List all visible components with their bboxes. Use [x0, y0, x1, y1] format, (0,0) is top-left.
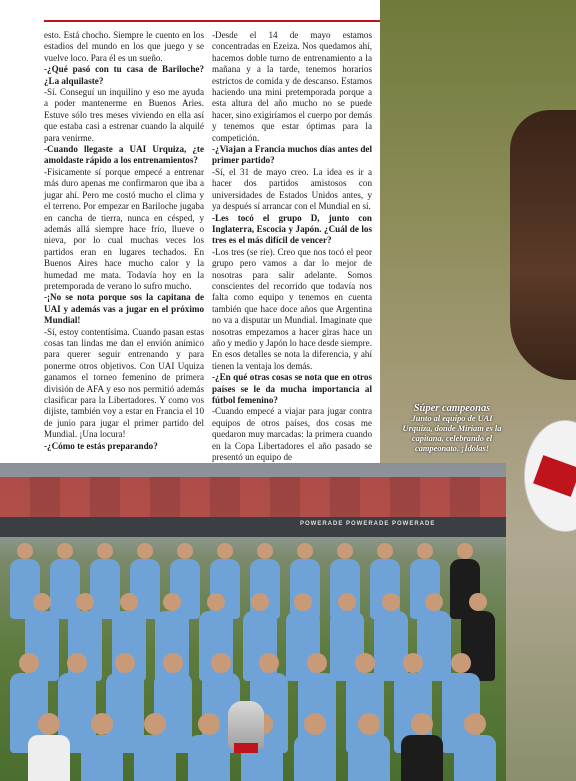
player-head	[17, 543, 33, 559]
player-figure	[10, 559, 40, 619]
player-figure	[294, 735, 336, 781]
caption-body: Junto al equipo de UAI Urquiza, donde Miriam es la capitana, celebrando el campeonato. ¡Ídolas!	[402, 414, 502, 453]
player-head	[358, 713, 380, 735]
player-head	[469, 593, 487, 611]
interview-question: -¿Viajan a Francia muchos días antes del primer partido?	[212, 144, 372, 166]
player-head	[417, 543, 433, 559]
player-head	[251, 593, 269, 611]
player-figure	[348, 735, 390, 781]
player-head	[97, 543, 113, 559]
team-celebration-photo	[0, 463, 506, 781]
interview-answer: -Desde el 14 de mayo estamos concentradas en Ezeiza. Nos quedamos ahí, hacemos doble turno de entrenamiento a la mañana y a la tarde, tenemos horarios estrictos de comida y de descanso. Estamos haciendo una mini pretemporada porque a esta altura del año mucho no se puede hacer, sino exigiríamos el cuerpo por demás y tenemos que estar óptimas para la competición.	[212, 30, 372, 143]
player-head	[257, 543, 273, 559]
interview-question: -Les tocó el grupo D, junto con Inglaterra, Escocia y Japón. ¿Cuál de los tres es el más difícil de vencer?	[212, 212, 372, 246]
player-head	[377, 543, 393, 559]
player-head	[382, 593, 400, 611]
player-head	[425, 593, 443, 611]
player-head	[67, 653, 87, 673]
player-head	[337, 543, 353, 559]
player-head	[57, 543, 73, 559]
player-head	[355, 653, 375, 673]
player-figure	[401, 735, 443, 781]
player-head	[33, 593, 51, 611]
player-head	[211, 653, 231, 673]
trophy-image	[228, 701, 264, 749]
player-head	[137, 543, 153, 559]
player-figure	[454, 735, 496, 781]
player-figure	[28, 735, 70, 781]
player-head	[338, 593, 356, 611]
interview-question: -¡No se nota porque sos la capitana de UAI y además vas a jugar en el próximo Mundial!	[44, 292, 204, 326]
player-figure	[81, 735, 123, 781]
player-head	[91, 713, 113, 735]
player-figure	[370, 559, 400, 619]
player-head	[464, 713, 486, 735]
caption-title: Súper campeonas	[413, 403, 491, 414]
interview-question: -¿Cómo te estás preparando?	[44, 440, 158, 451]
interview-question: -¿Qué pasó con tu casa de Bariloche? ¿La alquilaste?	[44, 64, 204, 86]
fence-ad-text: POWERADE POWERADE POWERADE	[300, 521, 436, 527]
player-head	[411, 713, 433, 735]
interview-answer: -Cuando empecé a viajar para jugar contra equipos de otros países, dos cosas me quedaron muy marcadas: la primera cuando en la Copa Libertadores el año pasado se presentó un equipo de	[212, 406, 372, 463]
interview-answer: -Los tres (se ríe). Creo que nos tocó el peor grupo pero vamos a dar lo mejor de nosotras para salir adelante. Somos conscientes del recorrido que todavía nos falta como equipo y tenemos en cuenta también que hace doce años que Argentina no va a disputar un Mundial. Imaginate que nosotras empezamos a hacer giras hace un año y medio y Japón lo hace desde siempre. En esos detalles se nota la diferencia, y ahí tienen la ventaja los demás.	[212, 246, 372, 371]
player-figure	[374, 611, 408, 681]
player-head	[115, 653, 135, 673]
stadium-stand	[0, 477, 506, 517]
portrait-hair	[510, 110, 576, 380]
player-head	[38, 713, 60, 735]
interview-answer: -Sí. Conseguí un inquilino y eso me ayuda a poder mantenerme en Buenos Aries. Estuve sólo tres meses viviendo en ella así que estaba casi a estrenar cuando la alquilé para venirme.	[44, 87, 204, 143]
player-figure	[130, 559, 160, 619]
player-head	[297, 543, 313, 559]
interview-answer: esto. Está chocho. Siempre le cuento en los estadios del mundo en los que juego y se vuelve loco. Para él es un sueño.	[44, 30, 204, 63]
player-head	[457, 543, 473, 559]
interview-question: -¿En qué otras cosas se nota que en otros países se le da mucha importancia al fútbol femenino?	[212, 372, 372, 405]
interview-answer: -Sí, el 31 de mayo creo. La idea es ir a hacer dos partidos amistosos con universidades de Estados Unidos antes, y ya después sí arrancar con el Mundial en sí.	[212, 166, 372, 212]
player-head	[207, 593, 225, 611]
player-figure	[90, 559, 120, 619]
article-column-1	[44, 30, 204, 452]
player-figure	[250, 559, 280, 619]
player-head	[451, 653, 471, 673]
player-head	[177, 543, 193, 559]
interview-answer: -Fisicamente sí porque empecé a entrenar más duro apenas me confirmaron que iba a jugar ahí. Pero me costó mucho el clima y el terreno. Por empezar en Bariloche jugaba en cancha de tierra, nunca en césped, y además allá siempre hace frío, llueve o nieva, por lo cual muchas veces los partidos eran en lugares techados. En Buenos Aires hace mucho calor y la humedad me mata. Todavía hoy en la pretemporada de verano lo sufro mucho.	[44, 166, 204, 291]
photo-caption	[402, 403, 502, 454]
player-figure	[134, 735, 176, 781]
player-figure	[50, 559, 80, 619]
player-figure	[417, 611, 451, 681]
interview-answer: -Sí, estoy contentísima. Cuando pasan estas cosas tan lindas me dan el envión anímico para querer seguir entrenando y para ponerme otros objetivos. Con UAI Uquiza ganamos el torneo femenino de primera división de AFA y eso nos permitió además clasificar para la Libertadores. Y como vos dijiste, también voy a estar en Francia el 10 de junio para jugar el primer partido del Mundial. ¡Una locura!	[44, 326, 204, 440]
player-head	[198, 713, 220, 735]
player-head	[163, 653, 183, 673]
player-head	[217, 543, 233, 559]
article-column-2	[212, 30, 372, 463]
player-figure	[188, 735, 230, 781]
interview-question: -Cuando llegaste a UAI Urquiza, ¿te amoldaste rápido a los entrenamientos?	[44, 144, 204, 166]
player-head	[307, 653, 327, 673]
player-head	[120, 593, 138, 611]
player-head	[403, 653, 423, 673]
player-head	[259, 653, 279, 673]
player-head	[19, 653, 39, 673]
